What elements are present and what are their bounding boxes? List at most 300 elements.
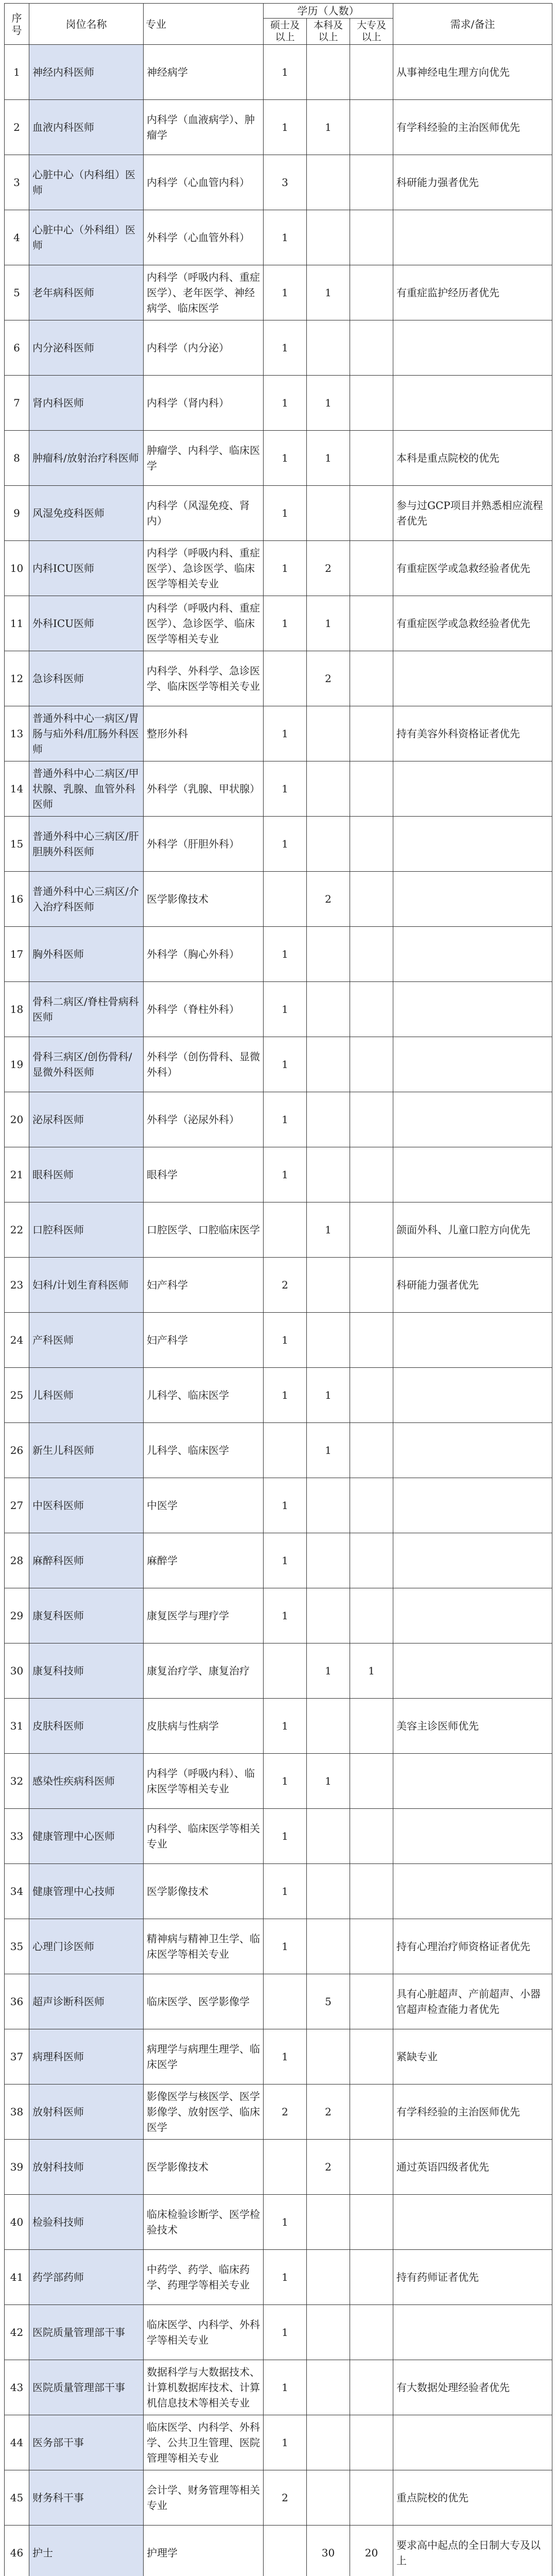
cell-post-name: 普通外科中心三病区/肝胆胰外科医师 xyxy=(29,817,144,872)
cell-master-count: 1 xyxy=(264,541,307,596)
cell-no: 39 xyxy=(5,2140,29,2195)
cell-no: 45 xyxy=(5,2470,29,2526)
cell-master-count xyxy=(264,872,307,927)
cell-post-name: 内分泌科医师 xyxy=(29,320,144,376)
cell-note xyxy=(393,817,552,872)
cell-college-count xyxy=(350,1478,393,1533)
cell-college-count xyxy=(350,155,393,210)
cell-post-name: 心理门诊医师 xyxy=(29,1919,144,1974)
cell-major: 外科学（脊柱外科） xyxy=(144,982,264,1037)
cell-bachelor-count xyxy=(307,1037,350,1092)
cell-post-name: 老年病科医师 xyxy=(29,265,144,320)
cell-no: 5 xyxy=(5,265,29,320)
cell-post-name: 康复科医师 xyxy=(29,1588,144,1643)
cell-post-name: 骨科二病区/脊柱骨病科医师 xyxy=(29,982,144,1037)
cell-college-count xyxy=(350,1699,393,1754)
cell-no: 2 xyxy=(5,100,29,155)
cell-post-name: 儿科医师 xyxy=(29,1368,144,1423)
cell-major: 康复治疗学、康复治疗 xyxy=(144,1643,264,1699)
cell-note: 通过英语四级者优先 xyxy=(393,2140,552,2195)
table-row xyxy=(5,376,552,431)
cell-no: 24 xyxy=(5,1313,29,1368)
cell-college-count xyxy=(350,2195,393,2250)
cell-post-name: 泌尿科医师 xyxy=(29,1092,144,1147)
cell-post-name: 风湿免疫科医师 xyxy=(29,486,144,541)
cell-note: 持有美容外科资格证者优先 xyxy=(393,706,552,761)
cell-note xyxy=(393,1478,552,1533)
cell-college-count xyxy=(350,45,393,100)
cell-no: 10 xyxy=(5,541,29,596)
cell-master-count: 1 xyxy=(264,1478,307,1533)
cell-bachelor-count: 2 xyxy=(307,541,350,596)
cell-master-count: 1 xyxy=(264,1864,307,1919)
cell-bachelor-count xyxy=(307,1864,350,1919)
cell-college-count xyxy=(350,872,393,927)
cell-college-count xyxy=(350,1864,393,1919)
cell-bachelor-count: 1 xyxy=(307,376,350,431)
header-master: 硕士及以上 xyxy=(264,19,307,45)
cell-college-count xyxy=(350,1258,393,1313)
cell-master-count: 1 xyxy=(264,1919,307,1974)
cell-no: 44 xyxy=(5,2415,29,2470)
cell-note: 科研能力强者优先 xyxy=(393,155,552,210)
cell-no: 35 xyxy=(5,1919,29,1974)
cell-major: 内科学（内分泌） xyxy=(144,320,264,376)
cell-bachelor-count xyxy=(307,1092,350,1147)
cell-college-count xyxy=(350,2470,393,2526)
cell-post-name: 肾内科医师 xyxy=(29,376,144,431)
cell-no: 38 xyxy=(5,2084,29,2140)
cell-major: 内科学（呼吸内科）、临床医学等相关专业 xyxy=(144,1754,264,1809)
cell-master-count: 2 xyxy=(264,1258,307,1313)
header-notes: 需求/备注 xyxy=(393,4,552,45)
cell-master-count: 2 xyxy=(264,2084,307,2140)
cell-college-count xyxy=(350,596,393,651)
cell-note: 从事神经电生理方向优先 xyxy=(393,45,552,100)
cell-post-name: 口腔科医师 xyxy=(29,1202,144,1258)
cell-major: 数据科学与大数据技术、计算机数据库技术、计算机信息技术等相关专业 xyxy=(144,2360,264,2415)
cell-master-count: 1 xyxy=(264,265,307,320)
cell-bachelor-count: 1 xyxy=(307,1368,350,1423)
cell-post-name: 医院质量管理部干事 xyxy=(29,2360,144,2415)
cell-no: 8 xyxy=(5,431,29,486)
cell-note xyxy=(393,982,552,1037)
cell-note xyxy=(393,1147,552,1202)
cell-no: 1 xyxy=(5,45,29,100)
table-row xyxy=(5,1313,552,1368)
cell-note xyxy=(393,2305,552,2360)
cell-master-count xyxy=(264,1202,307,1258)
table-row xyxy=(5,1368,552,1423)
cell-no: 20 xyxy=(5,1092,29,1147)
cell-post-name: 感染性疾病科医师 xyxy=(29,1754,144,1809)
table-row xyxy=(5,927,552,982)
cell-college-count xyxy=(350,541,393,596)
cell-major: 医学影像技术 xyxy=(144,872,264,927)
cell-major: 神经病学 xyxy=(144,45,264,100)
table-row xyxy=(5,265,552,320)
cell-major: 会计学、财务管理等相关专业 xyxy=(144,2470,264,2526)
cell-no: 27 xyxy=(5,1478,29,1533)
cell-major: 医学影像技术 xyxy=(144,1864,264,1919)
cell-no: 11 xyxy=(5,596,29,651)
cell-note: 有学科经验的主治医师优先 xyxy=(393,100,552,155)
cell-master-count: 1 xyxy=(264,2029,307,2084)
cell-note: 有大数据处理经验者优先 xyxy=(393,2360,552,2415)
cell-bachelor-count xyxy=(307,1809,350,1864)
cell-master-count: 3 xyxy=(264,155,307,210)
cell-note xyxy=(393,1368,552,1423)
cell-master-count: 1 xyxy=(264,1588,307,1643)
cell-major: 儿科学、临床医学 xyxy=(144,1423,264,1478)
cell-major: 外科学（肝胆外科） xyxy=(144,817,264,872)
cell-master-count xyxy=(264,1423,307,1478)
cell-note xyxy=(393,1423,552,1478)
cell-college-count xyxy=(350,761,393,817)
cell-major: 内科学（风湿免疫、肾内） xyxy=(144,486,264,541)
cell-college-count xyxy=(350,2029,393,2084)
cell-master-count: 1 xyxy=(264,320,307,376)
cell-post-name: 妇科/计划生育科医师 xyxy=(29,1258,144,1313)
table-row xyxy=(5,1478,552,1533)
cell-post-name: 急诊科医师 xyxy=(29,651,144,706)
cell-note xyxy=(393,1809,552,1864)
cell-master-count: 1 xyxy=(264,2360,307,2415)
cell-note: 美容主诊医师优先 xyxy=(393,1699,552,1754)
cell-no: 18 xyxy=(5,982,29,1037)
cell-note: 有学科经验的主治医师优先 xyxy=(393,2084,552,2140)
cell-post-name: 骨科三病区/创伤骨科/显微外科医师 xyxy=(29,1037,144,1092)
cell-master-count: 2 xyxy=(264,2470,307,2526)
table-row xyxy=(5,2250,552,2305)
cell-master-count: 1 xyxy=(264,1147,307,1202)
cell-college-count xyxy=(350,431,393,486)
cell-no: 4 xyxy=(5,210,29,265)
cell-major: 麻醉学 xyxy=(144,1533,264,1588)
cell-note: 紧缺专业 xyxy=(393,2029,552,2084)
cell-bachelor-count: 1 xyxy=(307,1643,350,1699)
cell-bachelor-count xyxy=(307,1919,350,1974)
cell-note: 有重症医学或急救经验者优先 xyxy=(393,541,552,596)
cell-major: 临床医学、医学影像学 xyxy=(144,1974,264,2029)
cell-major: 皮肤病与性病学 xyxy=(144,1699,264,1754)
cell-note xyxy=(393,1037,552,1092)
cell-note xyxy=(393,320,552,376)
table-row xyxy=(5,1423,552,1478)
cell-major: 外科学（乳腺、甲状腺） xyxy=(144,761,264,817)
cell-no: 13 xyxy=(5,706,29,761)
cell-college-count: 1 xyxy=(350,1643,393,1699)
cell-bachelor-count xyxy=(307,155,350,210)
cell-no: 23 xyxy=(5,1258,29,1313)
table-row xyxy=(5,2029,552,2084)
cell-note: 本科是重点院校的优先 xyxy=(393,431,552,486)
cell-master-count xyxy=(264,2140,307,2195)
cell-major: 中药学、药学、临床药学、药理学等相关专业 xyxy=(144,2250,264,2305)
cell-note xyxy=(393,651,552,706)
cell-major: 外科学（创伤骨科、显微外科） xyxy=(144,1037,264,1092)
cell-college-count xyxy=(350,706,393,761)
cell-post-name: 肿瘤科/放射治疗科医师 xyxy=(29,431,144,486)
cell-major: 外科学（心血管外科） xyxy=(144,210,264,265)
cell-no: 16 xyxy=(5,872,29,927)
table-row xyxy=(5,1643,552,1699)
header-education: 学历（人数） xyxy=(264,4,393,19)
cell-college-count xyxy=(350,982,393,1037)
cell-major: 影像医学与核医学、医学影像学、放射医学、临床医学 xyxy=(144,2084,264,2140)
cell-post-name: 血液内科医师 xyxy=(29,100,144,155)
table-row xyxy=(5,761,552,817)
table-row xyxy=(5,2305,552,2360)
cell-college-count xyxy=(350,1037,393,1092)
cell-bachelor-count xyxy=(307,2470,350,2526)
cell-note: 持有药师证者优先 xyxy=(393,2250,552,2305)
cell-note: 颌面外科、儿童口腔方向优先 xyxy=(393,1202,552,1258)
cell-note xyxy=(393,872,552,927)
cell-bachelor-count xyxy=(307,320,350,376)
cell-college-count xyxy=(350,817,393,872)
cell-bachelor-count: 1 xyxy=(307,265,350,320)
cell-master-count: 1 xyxy=(264,431,307,486)
cell-college-count xyxy=(350,210,393,265)
table-row xyxy=(5,1202,552,1258)
cell-bachelor-count: 1 xyxy=(307,1202,350,1258)
cell-master-count: 1 xyxy=(264,596,307,651)
cell-no: 42 xyxy=(5,2305,29,2360)
cell-major: 内科学（呼吸内科、重症医学）、急诊医学、临床医学等相关专业 xyxy=(144,596,264,651)
table-row xyxy=(5,155,552,210)
cell-bachelor-count xyxy=(307,982,350,1037)
cell-post-name: 新生儿科医师 xyxy=(29,1423,144,1478)
cell-bachelor-count xyxy=(307,2250,350,2305)
cell-note xyxy=(393,1092,552,1147)
cell-bachelor-count xyxy=(307,1588,350,1643)
cell-note xyxy=(393,2195,552,2250)
cell-master-count: 1 xyxy=(264,2415,307,2470)
cell-bachelor-count xyxy=(307,1478,350,1533)
cell-master-count: 1 xyxy=(264,927,307,982)
cell-note: 参与过GCP项目并熟悉相应流程者优先 xyxy=(393,486,552,541)
cell-master-count xyxy=(264,2526,307,2576)
cell-college-count xyxy=(350,320,393,376)
cell-bachelor-count xyxy=(307,927,350,982)
cell-note xyxy=(393,376,552,431)
cell-college-count xyxy=(350,2250,393,2305)
table-row xyxy=(5,651,552,706)
cell-post-name: 内科ICU医师 xyxy=(29,541,144,596)
cell-bachelor-count xyxy=(307,706,350,761)
cell-bachelor-count xyxy=(307,2029,350,2084)
cell-major: 外科学（胸心外科） xyxy=(144,927,264,982)
cell-post-name: 放射科医师 xyxy=(29,2084,144,2140)
cell-college-count xyxy=(350,2415,393,2470)
cell-no: 7 xyxy=(5,376,29,431)
cell-bachelor-count xyxy=(307,1258,350,1313)
table-row xyxy=(5,706,552,761)
cell-bachelor-count: 2 xyxy=(307,2084,350,2140)
table-row xyxy=(5,1092,552,1147)
cell-note: 要求高中起点的全日制大专及以上 xyxy=(393,2526,552,2576)
cell-post-name: 病理科医师 xyxy=(29,2029,144,2084)
cell-note xyxy=(393,761,552,817)
table-row xyxy=(5,1258,552,1313)
cell-post-name: 皮肤科医师 xyxy=(29,1699,144,1754)
cell-note: 具有心脏超声、产前超声、小器官超声检查能力者优先 xyxy=(393,1974,552,2029)
table-row xyxy=(5,982,552,1037)
cell-no: 15 xyxy=(5,817,29,872)
cell-post-name: 普通外科中心二病区/甲状腺、乳腺、血管外科医师 xyxy=(29,761,144,817)
table-row xyxy=(5,1919,552,1974)
cell-note xyxy=(393,210,552,265)
cell-major: 内科学、外科学、急诊医学、临床医学等相关专业 xyxy=(144,651,264,706)
cell-master-count xyxy=(264,1974,307,2029)
cell-post-name: 健康管理中心医师 xyxy=(29,1809,144,1864)
cell-no: 3 xyxy=(5,155,29,210)
cell-no: 46 xyxy=(5,2526,29,2576)
cell-post-name: 放射科技师 xyxy=(29,2140,144,2195)
cell-master-count: 1 xyxy=(264,210,307,265)
cell-college-count xyxy=(350,1754,393,1809)
cell-major: 整形外科 xyxy=(144,706,264,761)
cell-major: 妇产科学 xyxy=(144,1313,264,1368)
cell-college-count xyxy=(350,2360,393,2415)
cell-no: 30 xyxy=(5,1643,29,1699)
table-row xyxy=(5,2140,552,2195)
cell-college-count xyxy=(350,2305,393,2360)
cell-post-name: 财务科干事 xyxy=(29,2470,144,2526)
table-row xyxy=(5,872,552,927)
table-row xyxy=(5,210,552,265)
cell-no: 14 xyxy=(5,761,29,817)
cell-no: 12 xyxy=(5,651,29,706)
cell-college-count xyxy=(350,1809,393,1864)
cell-post-name: 胸外科医师 xyxy=(29,927,144,982)
cell-note xyxy=(393,1754,552,1809)
cell-bachelor-count xyxy=(307,1699,350,1754)
header-college: 大专及以上 xyxy=(350,19,393,45)
cell-bachelor-count xyxy=(307,817,350,872)
cell-bachelor-count xyxy=(307,1147,350,1202)
cell-no: 6 xyxy=(5,320,29,376)
cell-no: 19 xyxy=(5,1037,29,1092)
cell-post-name: 麻醉科医师 xyxy=(29,1533,144,1588)
cell-college-count xyxy=(350,2140,393,2195)
table-row xyxy=(5,2084,552,2140)
cell-major: 儿科学、临床医学 xyxy=(144,1368,264,1423)
cell-master-count: 1 xyxy=(264,982,307,1037)
cell-no: 25 xyxy=(5,1368,29,1423)
cell-note xyxy=(393,927,552,982)
cell-no: 40 xyxy=(5,2195,29,2250)
cell-no: 26 xyxy=(5,1423,29,1478)
table-row xyxy=(5,1533,552,1588)
table-row xyxy=(5,45,552,100)
cell-college-count xyxy=(350,1423,393,1478)
cell-bachelor-count: 1 xyxy=(307,100,350,155)
table-row xyxy=(5,596,552,651)
cell-master-count: 1 xyxy=(264,45,307,100)
cell-major: 肿瘤学、内科学、临床医学 xyxy=(144,431,264,486)
table-row xyxy=(5,1754,552,1809)
cell-no: 28 xyxy=(5,1533,29,1588)
cell-post-name: 普通外科中心一病区/胃肠与疝外科/肛肠外科医师 xyxy=(29,706,144,761)
cell-bachelor-count: 2 xyxy=(307,651,350,706)
cell-post-name: 康复科技师 xyxy=(29,1643,144,1699)
cell-bachelor-count xyxy=(307,1313,350,1368)
cell-college-count xyxy=(350,265,393,320)
cell-bachelor-count xyxy=(307,2195,350,2250)
cell-bachelor-count: 1 xyxy=(307,431,350,486)
cell-bachelor-count: 1 xyxy=(307,1423,350,1478)
cell-bachelor-count: 2 xyxy=(307,872,350,927)
cell-bachelor-count: 1 xyxy=(307,1754,350,1809)
cell-college-count xyxy=(350,1368,393,1423)
cell-major: 内科学（呼吸内科、重症医学）、急诊医学、临床医学等相关专业 xyxy=(144,541,264,596)
header-no: 序号 xyxy=(5,4,29,45)
cell-bachelor-count xyxy=(307,2360,350,2415)
cell-post-name: 心脏中心（内科组）医师 xyxy=(29,155,144,210)
header-post-name: 岗位名称 xyxy=(29,4,144,45)
cell-note xyxy=(393,1643,552,1699)
cell-major: 口腔医学、口腔临床医学 xyxy=(144,1202,264,1258)
cell-major: 眼科学 xyxy=(144,1147,264,1202)
cell-bachelor-count xyxy=(307,1533,350,1588)
cell-note xyxy=(393,2415,552,2470)
cell-major: 内科学（心血管内科） xyxy=(144,155,264,210)
cell-note: 有重症医学或急救经验者优先 xyxy=(393,596,552,651)
cell-college-count xyxy=(350,486,393,541)
cell-major: 临床医学、内科学、外科学、公共卫生管理、医院管理等相关专业 xyxy=(144,2415,264,2470)
cell-master-count xyxy=(264,1643,307,1699)
table-row xyxy=(5,1037,552,1092)
cell-master-count: 1 xyxy=(264,1092,307,1147)
table-header xyxy=(5,4,552,45)
table-row xyxy=(5,2470,552,2526)
table-row xyxy=(5,1809,552,1864)
table-row xyxy=(5,100,552,155)
table-row xyxy=(5,541,552,596)
cell-note: 重点院校的优先 xyxy=(393,2470,552,2526)
cell-college-count xyxy=(350,1533,393,1588)
cell-post-name: 检验科技师 xyxy=(29,2195,144,2250)
header-bachelor: 本科及以上 xyxy=(307,19,350,45)
cell-college-count xyxy=(350,1919,393,1974)
cell-post-name: 健康管理中心技师 xyxy=(29,1864,144,1919)
cell-no: 41 xyxy=(5,2250,29,2305)
cell-college-count xyxy=(350,1588,393,1643)
cell-college-count xyxy=(350,1147,393,1202)
recruitment-table-sheet xyxy=(4,3,552,2576)
cell-major: 康复医学与理疗学 xyxy=(144,1588,264,1643)
cell-no: 43 xyxy=(5,2360,29,2415)
cell-major: 医学影像技术 xyxy=(144,2140,264,2195)
cell-college-count xyxy=(350,651,393,706)
cell-major: 妇产科学 xyxy=(144,1258,264,1313)
table-row xyxy=(5,2360,552,2415)
cell-post-name: 医院质量管理部干事 xyxy=(29,2305,144,2360)
table-row xyxy=(5,817,552,872)
cell-post-name: 护士 xyxy=(29,2526,144,2576)
cell-master-count: 1 xyxy=(264,2250,307,2305)
cell-no: 32 xyxy=(5,1754,29,1809)
cell-post-name: 药学部药师 xyxy=(29,2250,144,2305)
cell-master-count: 1 xyxy=(264,376,307,431)
cell-note xyxy=(393,1588,552,1643)
cell-major: 内科学（肾内科） xyxy=(144,376,264,431)
recruitment-table xyxy=(4,3,552,2576)
table-row xyxy=(5,431,552,486)
table-row xyxy=(5,1588,552,1643)
